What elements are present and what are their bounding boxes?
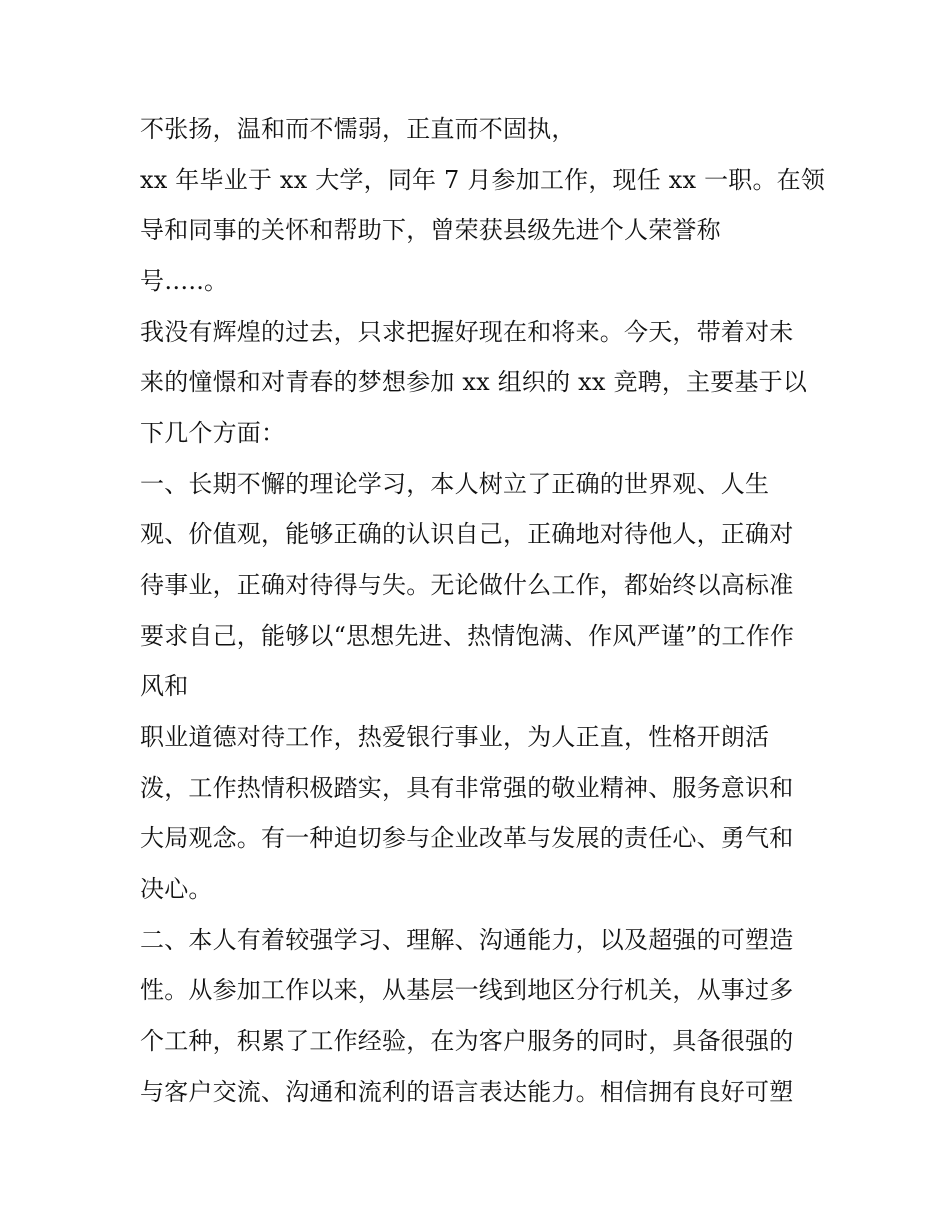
text-line: 号…..。 — [140, 267, 229, 295]
text-line: 性。从参加工作以来，从基层一线到地区分行机关，从事过多 — [140, 976, 794, 1004]
text-line: 下几个方面： — [140, 419, 286, 447]
text-line: 不张扬，温和而不懦弱，正直而不固执， — [140, 115, 576, 143]
text-line: 大局观念。有一种迫切参与企业改革与发展的责任心、勇气和 — [140, 824, 794, 852]
text-line: 待事业，正确对待得与失。无论做什么工作，都始终以高标准 — [140, 571, 794, 599]
text-line: 职业道德对待工作，热爱银行事业，为人正直，性格开朗活 — [140, 723, 770, 751]
text-line: 来的憧憬和对青春的梦想参加 xx 组织的 xx 竞聘，主要基于以 — [140, 368, 808, 396]
text-line: 与客户交流、沟通和流利的语言表达能力。相信拥有良好可塑 — [140, 1078, 794, 1106]
text-line: 要求自己，能够以“思想先进、热情饱满、作风严谨”的工作作 — [140, 622, 795, 650]
text-line: 二、本人有着较强学习、理解、沟通能力，以及超强的可塑造 — [140, 926, 794, 954]
text-line: 个工种，积累了工作经验，在为客户服务的同时，具备很强的 — [140, 1027, 794, 1055]
text-line: 决心。 — [140, 875, 213, 903]
text-line: xx 年毕业于 xx 大学，同年 7 月参加工作，现任 xx 一职。在领 — [140, 166, 826, 194]
text-line: 导和同事的关怀和帮助下，曾荣获县级先进个人荣誉称 — [140, 216, 721, 244]
text-line: 风和 — [140, 672, 189, 700]
text-line: 我没有辉煌的过去，只求把握好现在和将来。今天，带着对未 — [140, 318, 794, 346]
text-line: 一、长期不懈的理论学习，本人树立了正确的世界观、人生 — [140, 470, 770, 498]
text-line: 泼，工作热情积极踏实，具有非常强的敬业精神、服务意识和 — [140, 774, 794, 802]
text-line: 观、价值观，能够正确的认识自己，正确地对待他人，正确对 — [140, 520, 794, 548]
